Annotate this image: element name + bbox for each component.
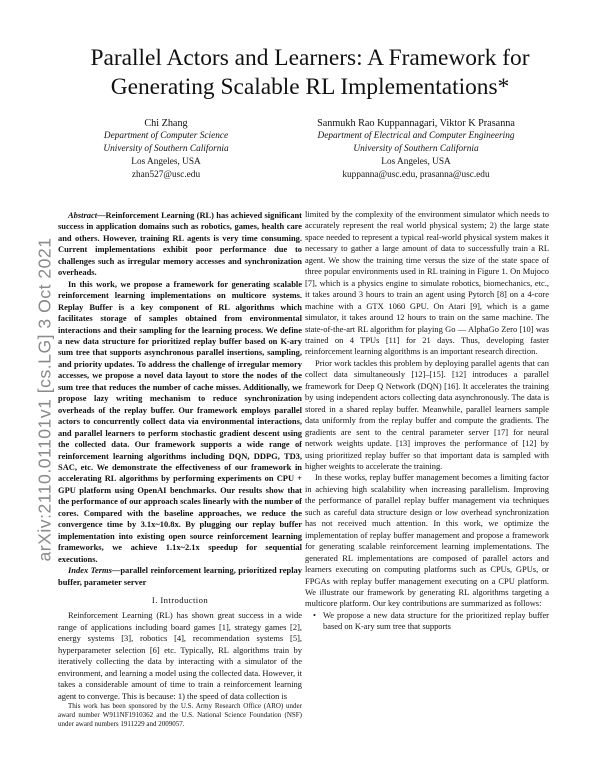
right-column <box>305 209 549 633</box>
body-paragraph-1: limited by the complexity of the environment simulator which needs to accurately represent the real world physical system; 2) the large state space needed to represent a typical real-world physical system makes it necessary to gather a large amount of data to successfully train a RL agent. We show the training time versus the size of the state space of three popular environments used in RL training in Figure 1. On Mujoco [7], which is a physics engine to simulate robotics, biomechanics, etc., it takes around 3 hours to train an agent using Pytorch [8] on a 4-core machine with a GTX 1060 GPU. On Atari [9], which is a game simulator, it takes around 12 hours to train on the same machine. The state-of-the-art RL algorithm for playing Go — AlphaGo Zero [10] was trained on 4 TPUs [11] for 21 days. Thus, developing faster reinforcement learning algorithms is an important research direction. <box>305 209 549 357</box>
paper-title: Parallel Actors and Learners: A Framework for Generating Scalable RL Implementations* <box>90 45 530 100</box>
author-email[interactable]: zhan527@usc.edu <box>131 170 201 180</box>
left-column <box>58 210 302 729</box>
index-terms <box>58 565 302 588</box>
author-block-2 <box>264 117 568 182</box>
abstract-paragraph <box>58 210 302 279</box>
intro-paragraph-1: Reinforcement Learning (RL) has shown great success in a wide range of applications including board games [1], strategy games [2], energy systems [3], robotics [4], recommendation systems [5], hyperparameter selection [6] etc. Typically, RL algorithms train by iteratively collecting the data by interacting with a simulator of the environment, and learning a model using the collected data. However, it takes a considerable amount of time to train a reinforcement learning agent to converge. This is because: 1) the speed of data collection is <box>58 610 302 701</box>
abstract-text-2: In this work, we propose a framework for generating scalable reinforcement learning implementations on multicore systems. Replay Buffer is a key component of RL algorithms which facilitates storage of samples obtained from environmental interactions and their sampling for the learning process. We define a new data structure for prioritized replay buffer based on K-ary sum tree that supports asynchronous parallel insertions, sampling, and priority updates. To address the challenge of irregular memory accesses, we propose a novel data layout to store the nodes of the sum tree that reduces the number of cache misses. Additionally, we propose lazy writing mechanism to reduce synchronization overheads of the replay buffer. Our framework employs parallel actors to concurrently collect data via environmental interactions, and parallel learners to perform stochastic gradient descent using the collected data. Our framework supports a wide range of reinforcement learning algorithms including DQN, DDPG, TD3, SAC, etc. We demonstrate the effectiveness of our framework in accelerating RL algorithms by performing experiments on CPU + GPU platform using OpenAI benchmarks. Our results show that the performance of our approach scales linearly with the number of cores. Compared with the baseline approaches, we reduce the convergence time by 3.1x~10.8x. By plugging our replay buffer implementation into existing open source reinforcement learning frameworks, we achieve 1.1x~2.1x speedup for sequential executions. <box>58 278 302 564</box>
abstract-text-1: —Reinforcement Learning (RL) has achieved significant success in application domains such as robotics, games, health care and others. However, training RL agents is very time consuming. Current implementations exhibit poor performance due to challenges such as irregular memory accesses and synchronization overheads. <box>58 210 302 278</box>
index-terms-label: Index Terms <box>68 565 112 576</box>
author-department: Department of Electrical and Computer Engineering <box>317 131 515 141</box>
body-paragraph-2: Prior work tackles this problem by deploying parallel agents that can collect data simultaneously [12]–[15]. [12] introduces a parallel framework for Deep Q Network (DQN) [16]. It accelerates the training by using independent actors collecting data asynchronously. The data is stored in a shared replay buffer. Meanwhile, parallel learners sample data uniformly from the replay buffer and compute the gradients. The gradients are sent to the central parameter server [17] for neural network weights update. [13] improves the performance of [12] by using prioritized replay buffer so that important data is sampled with higher weights to accelerate the training. <box>305 357 549 471</box>
author-university: University of Southern California <box>353 144 479 154</box>
abstract-label: Abstract <box>68 210 98 220</box>
contribution-bullet-1: • We propose a new data structure for the prioritized replay buffer based on K-ary sum tree that supports <box>305 610 549 633</box>
author-name: Sanmukh Rao Kuppannagari, Viktor K Prasanna <box>317 118 515 129</box>
author-location: Los Angeles, USA <box>131 157 201 167</box>
author-name: Chi Zhang <box>144 118 188 129</box>
author-university: University of Southern California <box>103 144 229 154</box>
arxiv-stamp[interactable]: arXiv:2110.01101v1 [cs.LG] 3 Oct 2021 <box>34 237 55 562</box>
author-department: Department of Computer Science <box>103 131 229 141</box>
section-heading-introduction: I. Introduction <box>151 594 209 605</box>
index-terms-text: —parallel reinforcement learning, prioritized replay buffer, parameter server <box>58 565 302 587</box>
author-location: Los Angeles, USA <box>381 157 451 167</box>
author-block-1 <box>74 117 258 182</box>
body-paragraph-3: In these works, replay buffer management becomes a limiting factor in achieving high scalability when increasing parallelism. Improving the performance of parallel replay buffer management via techniques such as careful data structure design or low overhead synchronization has not received much attention. In this work, we optimize the implementation of replay buffer management and propose a framework for generating scalable reinforcement learning implementations. The generated RL implementations are composed of parallel actors and learners executing on computing platforms such as CPUs, GPUs, or FPGAs with replay buffer management executing on a CPU platform. We illustrate our framework by generating RL algorithms targeting a multicore platform. Our key contributions are summarized as follows: <box>305 472 549 609</box>
footnote: This work has been sponsored by the U.S. Army Research Office (ARO) under award number W911NF1910362 and the U.S. National Science Foundation (NSF) under award numbers 1911229 and 2009057. <box>58 702 302 729</box>
author-email[interactable]: kuppanna@usc.edu, prasanna@usc.edu <box>342 170 490 180</box>
